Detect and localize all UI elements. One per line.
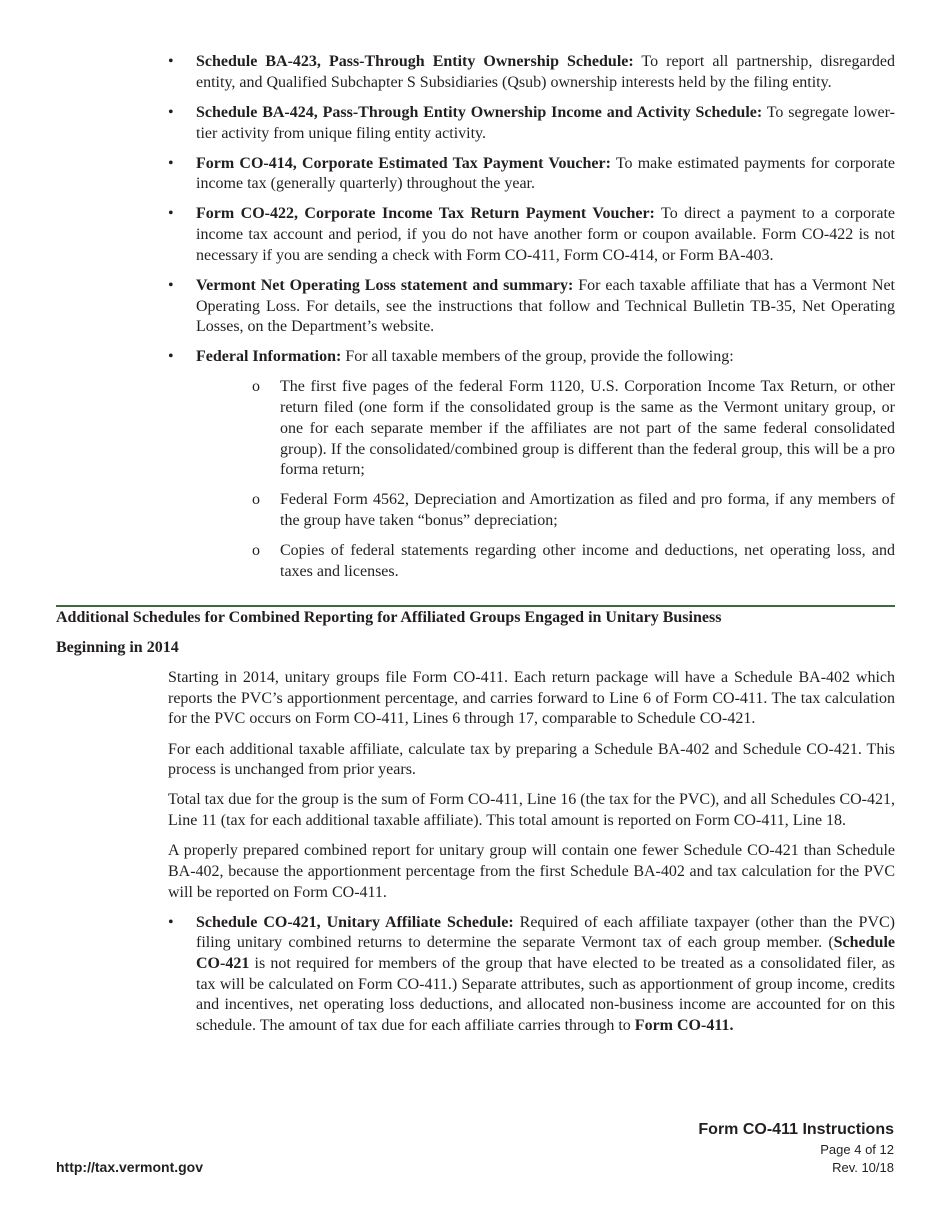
item-title: Form CO-414, Corporate Estimated Tax Payment Voucher: [196, 154, 611, 172]
item-emphasis: Schedule CO-421 [196, 934, 895, 972]
attachments-list [168, 52, 895, 592]
sub-list-item [252, 490, 895, 531]
item-text: is not required for members of the group that have elected to be treated as a consolidated filer, as tax will be calculated on Form CO-411.) Separate attributes, such as apportionment of group income, credits and incentives, net operating loss deductions, and allocated non-business income are accounted for on this schedule. The amount of tax due for each affiliate carries through to [196, 955, 895, 1035]
paragraph: A properly prepared combined report for unitary group will contain one fewer Schedule CO-421 than Schedule BA-402, because the apportionment percentage from the first Schedule BA-402 and tax calculation for the PVC will be reported on Form CO-411. [168, 842, 895, 901]
paragraph: Starting in 2014, unitary groups file Form CO-411. Each return package will have a Schedule BA-402 which reports the PVC’s apportionment percentage, and carries forward to Line 6 of Form CO-411. The tax calculation for the PVC occurs on Form CO-411, Lines 6 through 17, comparable to Schedule CO-421. [168, 669, 895, 728]
bullet-icon: • [168, 348, 174, 366]
item-text: For all taxable members of the group, provide the following: [341, 348, 734, 366]
bullet-icon: • [168, 276, 174, 294]
item-text: For each taxable affiliate that has a Vermont Net Operating Loss. For details, see the instructions that follow and Technical Bulletin TB-35, Net Operating Losses, on the Department’s website. [196, 276, 896, 336]
list-item [168, 154, 895, 195]
sub-list-item [252, 377, 895, 481]
item-text: Required of each affiliate taxpayer (other than the PVC) filing unitary combined returns to determine the separate Vermont tax of each group member. ( [196, 913, 896, 952]
sub-list-item [252, 541, 895, 582]
list-item [168, 103, 895, 144]
list-item [168, 913, 895, 1037]
list-item [168, 347, 895, 368]
item-text: To segregate lower-tier activity from unique filing entity activity. [196, 103, 895, 142]
bullet-icon: • [168, 913, 174, 931]
bullet-icon: • [168, 205, 174, 223]
footer-url-link[interactable]: http://tax.vermont.gov [56, 1159, 204, 1175]
bullet-icon: • [168, 53, 174, 70]
list-item [168, 276, 895, 338]
footer-revision: Rev. 10/18 [832, 1160, 894, 1175]
bullet-icon: • [168, 103, 174, 121]
sub-heading: Beginning in 2014 [56, 639, 179, 656]
sub-bullet-icon: o [252, 542, 260, 560]
paragraph: Total tax due for the group is the sum of Form CO-411, Line 16 (the tax for the PVC), and all Schedules CO-421, Line 11 (tax for each additional taxable affiliate). This total amount is reported on Form CO-411, Line 18. [168, 791, 895, 829]
item-title: Schedule CO-421, Unitary Affiliate Schedule: [196, 913, 514, 931]
item-text: To make estimated payments for corporate income tax (generally quarterly) throughout the year. [196, 154, 895, 193]
footer-page-number: Page 4 of 12 [820, 1142, 894, 1157]
sub-item-text: Federal Form 4562, Depreciation and Amortization as filed and pro forma, if any members of the group have taken “bonus” depreciation; [280, 491, 895, 530]
section-heading: Additional Schedules for Combined Reporting for Affiliated Groups Engaged in Unitary Business [56, 609, 722, 626]
item-title: Vermont Net Operating Loss statement and summary: [196, 276, 574, 294]
item-text: To direct a payment to a corporate income tax account and period, if you do not have another form or coupon available. Form CO-422 is not necessary if you are sending a check with Form CO-411, Form CO-414, or Form BA-403. [196, 205, 895, 264]
item-title: Schedule BA-423, Pass-Through Entity Ownership Schedule: [196, 53, 634, 70]
list-item [168, 52, 895, 93]
item-title: Federal Information: [196, 348, 342, 366]
list-item [168, 204, 895, 266]
bullet-icon: • [168, 154, 174, 172]
sub-bullet-icon: o [252, 378, 260, 396]
section-divider [56, 605, 895, 607]
paragraph: For each additional taxable affiliate, calculate tax by preparing a Schedule BA-402 and Schedule CO-421. This process is unchanged from prior years. [168, 740, 895, 779]
item-title: Form CO-422, Corporate Income Tax Return Payment Voucher: [196, 205, 655, 223]
sub-item-text: The first five pages of the federal Form 1120, U.S. Corporation Income Tax Return, or other return filed (one form if the consolidated group is the same as the Vermont unitary group, or one for each separate member if the affiliates are not part of the same federal consolidated group). If the consolidated/combined group is different than the federal group, this will be a pro forma return; [280, 378, 895, 479]
item-text: To report all partnership, disregarded entity, and Qualified Subchapter S Subsidiaries (Qsub) ownership interests held by the filing entity. [196, 53, 895, 91]
section-body [168, 668, 895, 1046]
item-title: Schedule BA-424, Pass-Through Entity Ownership Income and Activity Schedule: [196, 103, 763, 121]
footer-form-title: Form CO-411 Instructions [698, 1121, 894, 1138]
sub-item-text: Copies of federal statements regarding other income and deductions, net operating loss, and taxes and licenses. [280, 542, 895, 580]
sub-bullet-icon: o [252, 491, 260, 509]
item-emphasis: Form CO-411. [634, 1017, 734, 1035]
